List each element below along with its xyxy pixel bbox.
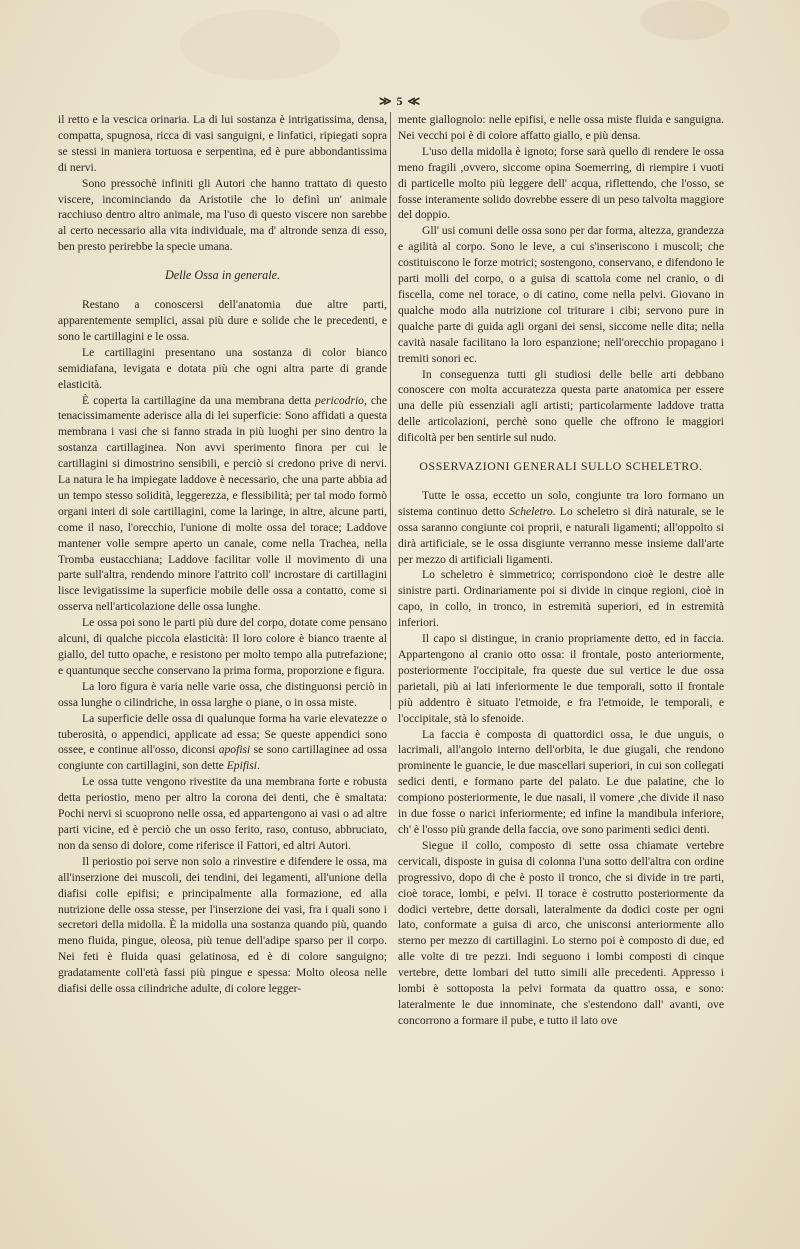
paragraph: Le ossa tutte vengono rivestite da una membrana forte e robusta detta periostio, meno per altro la corona dei denti, che è smaltata: Pochi nervi si scuoprono nelle ossa, ed appartengono ai vasi o ad altre parti vicine, ed è perciò che un osso ferito, raso, contuso, abbruciato, non da senso di dolore, come riferisce il Fattori, ed altri Autori. [58, 775, 387, 852]
paragraph: Le ossa poi sono le parti più dure del corpo, dotate come pensano alcuni, di qualche piccola elasticità: Il loro colore è bianco traente al giallo, del tutto opache, e resistono per molto tempo alla putrefazione; e quantunque secche conservano la prima forma, proporzione e figura. [58, 616, 387, 677]
text-run: . [257, 759, 260, 773]
text-run: , che tenacissimamente aderisce alla di lei superficie: Sono affidati a questa membrana i vasi che si fanno strada in più luoghi per sino dentro la sostanza cartillaginea. Non avvi sperimento finora per cui le cartillagini si dimostrino sensibili, e perciò si credono prive di nervi. La natura le ha impiegate laddove è necessario, che una parte abbia ad un tempo stesso solidità, leggerezza, e flessibilità; per tal modo formò organi interi di sole cartillagini, come la laringe, in altre, alcune parti, come il naso, l'orecchio, l'unione di molte ossa del torace; Laddove mantener volle sempre aperto un canale, come nella Trachea, nella Tromba eustacchiana; Laddove facilitar volle il movimento di una parte sull'altra, rendendo minore l'attrito coll' incrostare di cartillagini lisce levigatissime la superficie mobile delle ossa a contatto, come si osserva nell'articolazione delle ossa lunghe. [58, 393, 387, 614]
text-run: Tutte le ossa, eccetto un solo, congiunte tra loro formano un sistema continuo detto [398, 488, 724, 518]
section-heading: Delle Ossa in generale. [164, 268, 281, 283]
paragraph [398, 488, 724, 568]
paragraph [58, 393, 387, 616]
paragraph: Sono pressochè infiniti gli Autori che hanno trattato di questo viscere, incominciando da Aristotile che lo definì un' animale racchiuso dentro altro animale, ma l'uso di questo viscere non sarebbe al certo necessario alla vita individuale, ma d' altronde senza di esso, ben presto perirebbe la specie umana. [58, 176, 387, 254]
italic-term: apofisi [218, 743, 251, 757]
paragraph: L'uso della midolla è ignoto; forse sarà quello di rendere le ossa meno fragili ,ovvero, siccome opina Soemerring, di riempire i vuoti di particelle molto più leggere dell' acqua, riflettendo, che l'osso, se fosse interamente solido dovrebbe essere di un peso talvolta maggiore del doppio. [398, 144, 724, 222]
paragraph: Siegue il collo, composto di sette ossa chiamate vertebre cervicali, disposte in guisa di colonna l'una sotto dell'altra con ordine progressivo, dopo di che è posto il tronco, che si divide in tre parti, cioè torace, lombi, e pelvi. Il torace è costrutto posteriormente da dodici vertebre, dette dorsali, lateralmente da dodici coste per ogni lato, conformate a guisa di arco, che unisconsi anteriormente allo sterno per mezzo di cartillagini. Lo sterno poi è composto di due, ed alle volte di tre pezzi. Indi seguono i lombi composti di cinque vertebre, dette lombari del tutto simili alle precedenti. Appresso i lombi è sottoposta la pelvi formata da quattro ossa, e sono: lateralmente le due innominate, che s'estendono dall' avanti, ove concorrono a formare il pube, e tutto il lato ove [398, 838, 724, 1027]
column-divider [390, 112, 391, 710]
paragraph: Lo scheletro è simmetrico; corrispondono cioè le destre alle sinistre parti. Ordinariamente poi si divide in cinque regioni, cioè in capo, in collo, in tronco, in estremità superiori, ed in estremità inferiori. [398, 568, 724, 630]
section-heading: OSSERVAZIONI GENERALI SULLO SCHELETRO. [419, 459, 703, 474]
page-number: ≫ 5 ≪ [378, 94, 422, 108]
paragraph: Il periostio poi serve non solo a rinvestire e difendere le ossa, ma all'inserzione dei muscoli, dei tendini, dei legamenti, all'unione della diafisi colle epifisi; e principalmente alla formazione, ed alla nutrizione delle ossa stesse, per l'inserzione dei vasi, fra i quali sono i secretori della midolla. È la midolla una sostanza quando più, quando meno fluida, pingue, oleosa, più tenue dell'adipe sparso per il corpo. Nei feti è fluida quasi gelatinosa, ed è di colore sanguigno; gradatamente coll'età fassi più pingue e spessa: Molto oleosa nelle diafisi delle ossa cilindriche adulte, di colore legger- [58, 854, 387, 996]
paragraph: La loro figura è varia nelle varie ossa, che distinguonsi perciò in ossa lunghe o cilindriche, in ossa larghe o piane, o in ossa miste. [58, 679, 387, 709]
text-run: La superficie delle ossa di qualunque forma ha varie elevatezze o tuberosità, o appendici, applicate ad essa; Se queste appendici sono ossee, e continue all'osso, diconsi [58, 711, 387, 757]
right-column [398, 112, 724, 1029]
text-run: . Lo scheletro si dirà naturale, se le ossa saranno congiunte coi proprii, e naturali ligamenti; all'oppolto si dirà artificiale, se le ossa disgiunte verranno messe insieme dall'arte per mezzo di artificiali ligamenti. [398, 504, 724, 566]
paragraph: Gll' usi comuni delle ossa sono per dar forma, altezza, grandezza e agilità al corpo. Sono le leve, a cui s'inseriscono i muscoli; che costituiscono le forze motrici; sostengono, conservano, e difendono le parti molli del corpo, o a guisa di scattola come nel cranio, o di fiscella, come nel torace, o di catino, come nella pelvi. Giovano in qualche modo alla nutrizione col triturare i cibi; servono pure in qualche parte di guida agli organi dei sensi, siccome nelle dita; nella cavità nasale facilitano la loro espanzione; nell'orecchio propagano i tremiti sonori ec. [398, 224, 724, 365]
paragraph: Le cartillagini presentano una sostanza di color bianco semidiafana, levigata e dotata più che ogni altra parte di grande elasticità. [58, 345, 387, 391]
text-run: se sono cartillaginee ad ossa congiunte con cartillagini, son dette [58, 743, 387, 773]
paragraph: Il capo si distingue, in cranio propriamente detto, ed in faccia. Appartengono al cranio otto ossa: il frontale, posto anteriormente, posteriormente l'occipitale, fra queste due sul vertice le due ossa parietali, più ai lati inferiormente le due temporali, sotto il frontale più addentro è situato l'etmoide, e fra l'etmoide, le temporali, e l'occipitale, stà lo sfenoide. [398, 632, 724, 725]
paragraph: In conseguenza tutti gli studiosi delle belle arti debbano conoscere con molta accuratezza questa parte anatomica per essere una delle più essenziali agli artisti; particolarmente laddove tratta delle articolazioni, perchè sono quelle che offrono le maggiori dificoltà per ben sentirle sul nudo. [398, 367, 724, 445]
paragraph: Restano a conoscersi dell'anatomia due altre parti, apparentemente semplici, assai più dure e solide che le precedenti, e sono le cartillagini e le ossa. [58, 298, 387, 343]
italic-term: pericodrio [315, 393, 364, 407]
left-column [58, 112, 387, 997]
paragraph: La faccia è composta di quattordici ossa, le due unguis, o lacrimali, all'angolo interno dell'orbita, le due giugali, che rendono prominente le guancie, le due mascellari superiori, in cui son collegati sedici denti, e formano parte del palato. Le due palatine, che lo compiono posteriormente, le due nasali, il vomere ,che divide il naso in due fosse o narici inferiormente; ed infine la mandibula inferiore, ch' è l'osso più grande della faccia, ove sono parimenti sedici denti. [398, 727, 724, 836]
paragraph [58, 711, 387, 775]
italic-term: Epifisi [226, 759, 257, 773]
paper-stain [180, 10, 340, 80]
paragraph: mente giallognolo: nelle epifisi, e nelle ossa miste fluida e sanguigna. Nei vecchi poi è di colore affatto giallo, e più densa. [398, 113, 724, 142]
paragraph: il retto e la vescica orinaria. La di lui sostanza è intrigatissima, densa, compatta, spugnosa, ricca di vasi sanguigni, e linfatici, ripiegati sopra se stessi in maniera tortuosa e serpentina, ed è pure abbondantissima di nervi. [58, 113, 387, 174]
text-run: È coperta la cartillagine da una membrana detta [82, 393, 316, 407]
italic-term: Scheletro [509, 504, 553, 518]
paper-stain [640, 0, 730, 40]
